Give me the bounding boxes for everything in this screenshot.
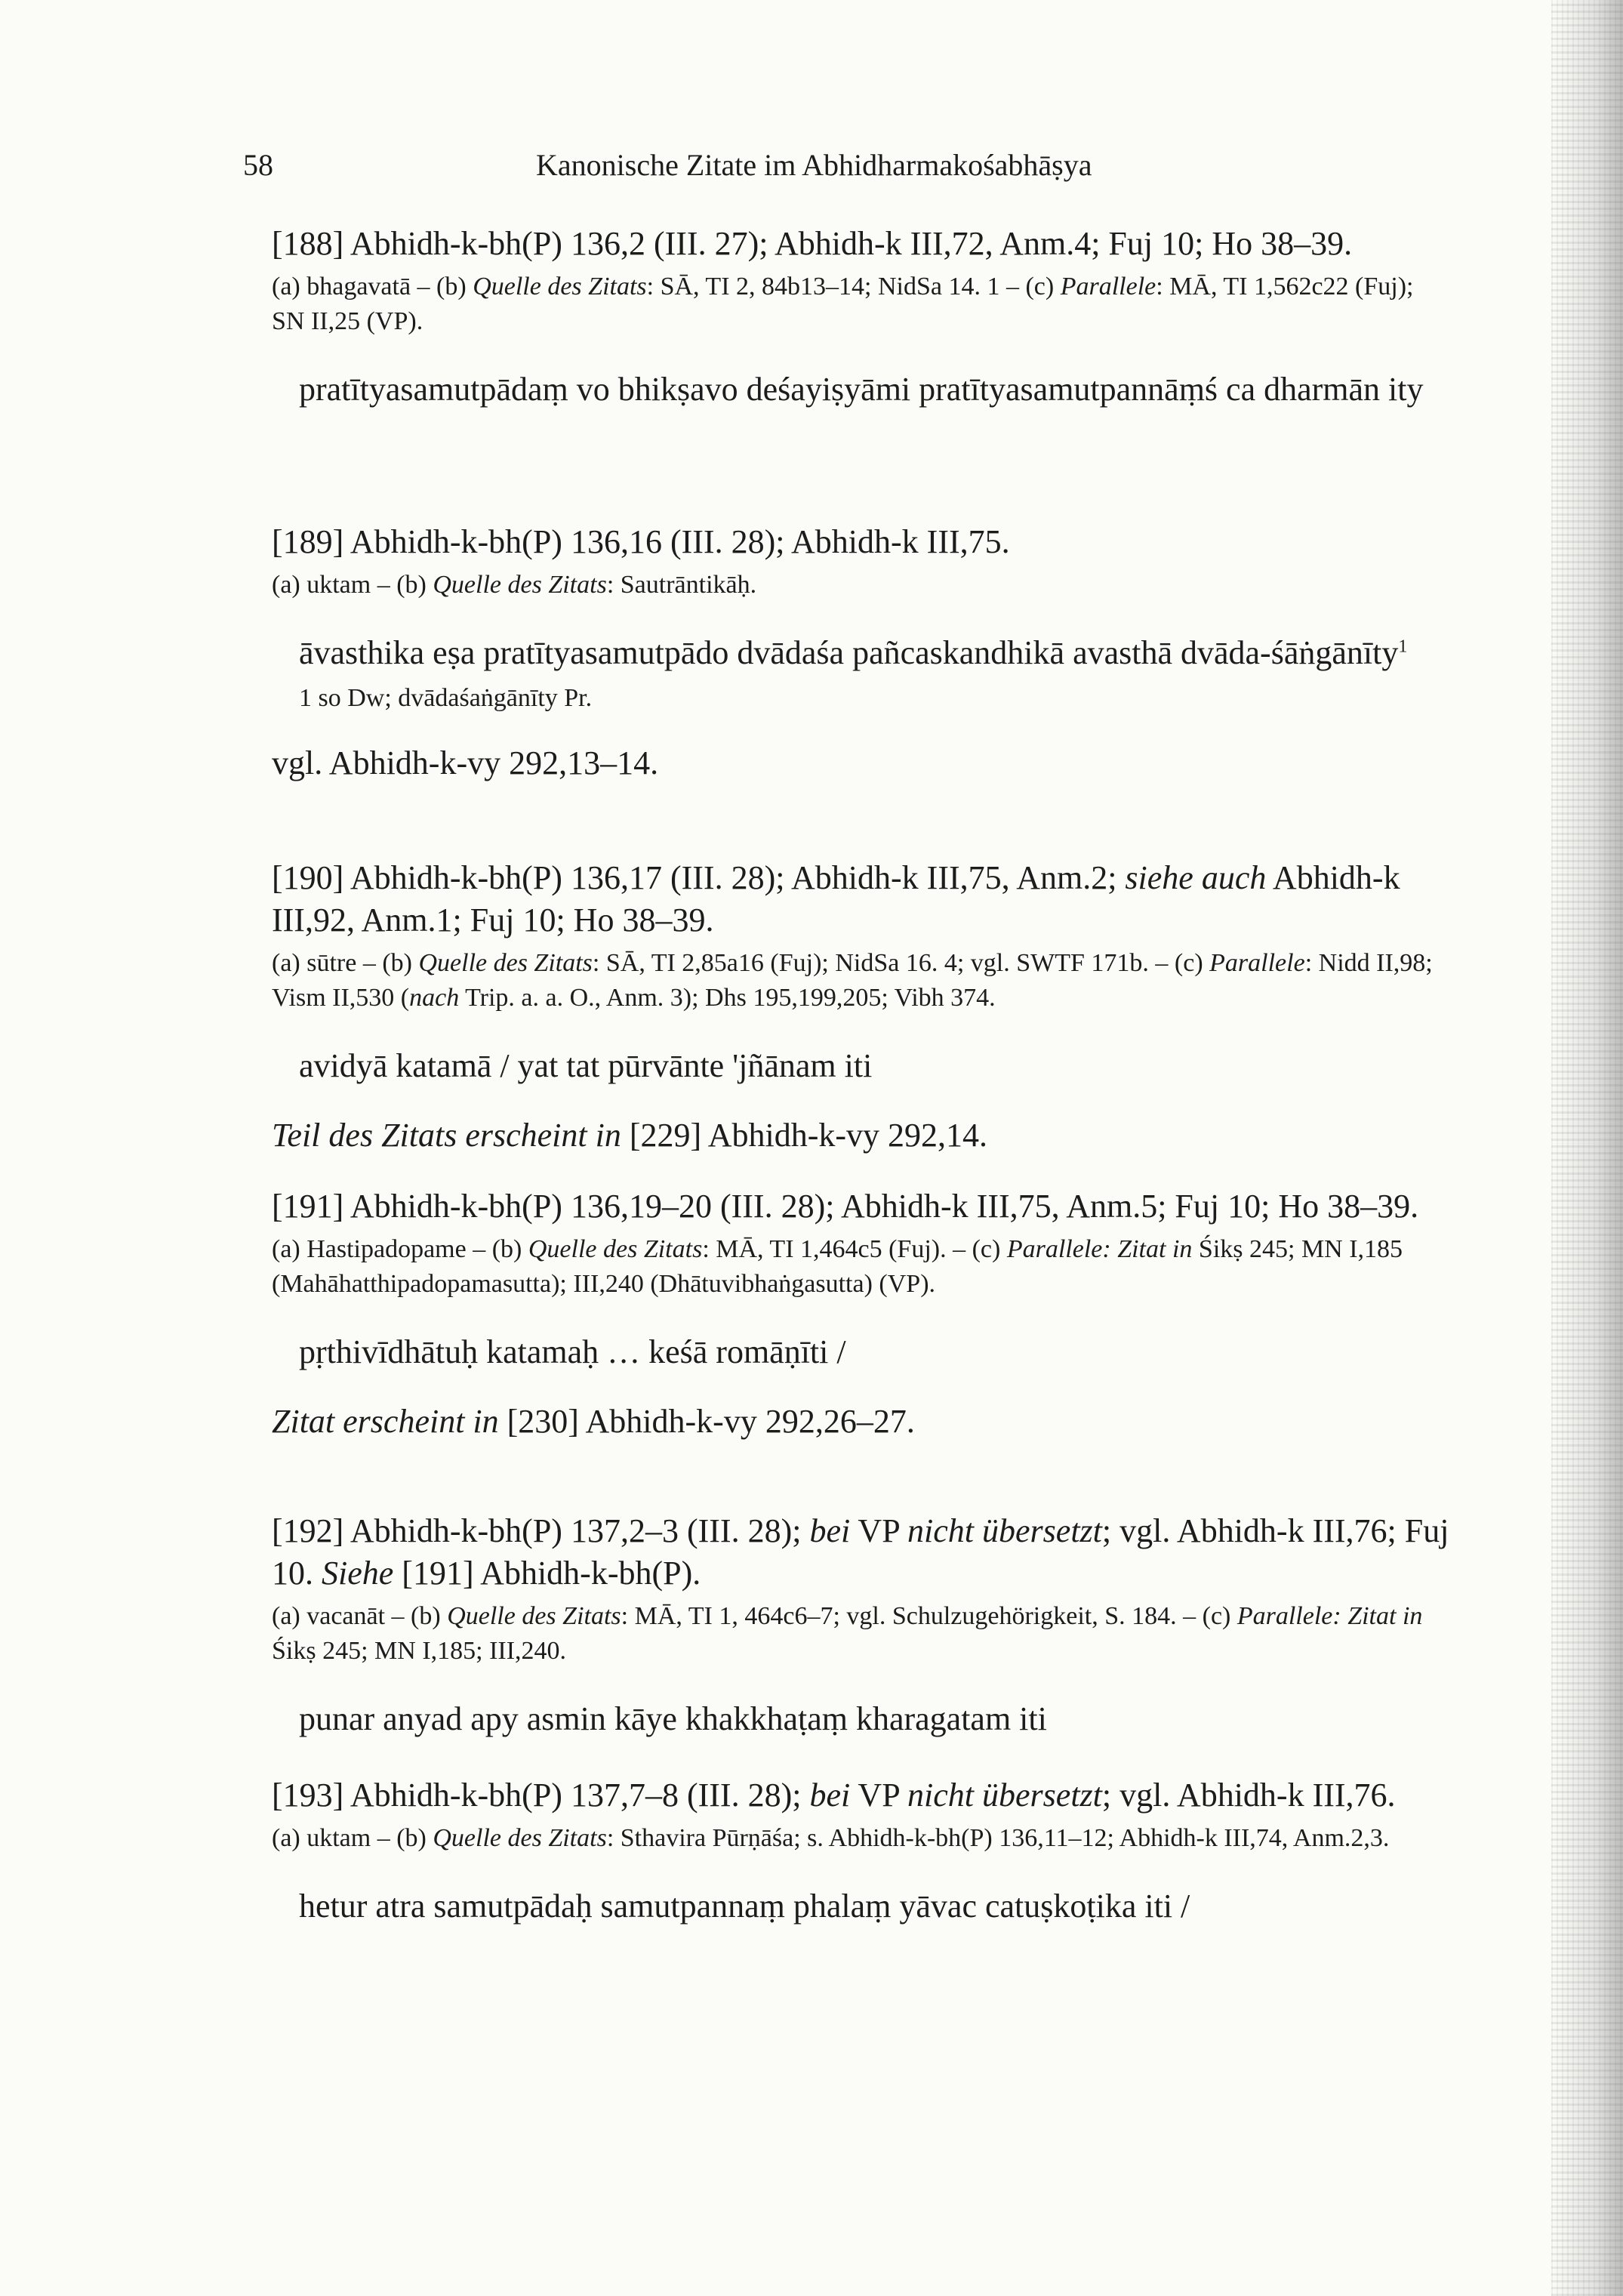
note-label-source: Quelle des Zitats <box>447 1602 621 1630</box>
sanskrit-quote: punar anyad apy asmin kāye khakkhaṭaṃ kharagatam iti <box>299 1700 1047 1737</box>
note-c: : MĀ, TI 1,562c22 (Fuj); SN II,25 (VP). <box>272 273 1414 335</box>
note-b: : MĀ, TI 1,464c5 (Fuj). – (c) <box>702 1235 1007 1263</box>
entry-193 <box>272 1774 1449 1928</box>
entry-head <box>272 857 1449 942</box>
note-label-source: Quelle des Zitats <box>433 571 607 599</box>
entry-189 <box>272 521 1449 785</box>
entry-notes <box>272 270 1449 339</box>
entry-head <box>272 1774 1449 1817</box>
cross-reference <box>272 1400 1449 1444</box>
cross-text: [230] Abhidh-k-vy 292,26–27. <box>498 1403 915 1440</box>
note-label-parallel: Parallele <box>1209 949 1305 977</box>
head-text-post: Abhidh-k III,92, Anm.1; Fuj 10; Ho 38–39. <box>272 859 1400 938</box>
entry-190 <box>272 857 1449 1157</box>
note-a: (a) bhagavatā – (b) <box>272 273 473 300</box>
head-text-post: ; vgl. Abhidh-k III,76; Fuj 10. <box>272 1512 1449 1592</box>
footnote <box>299 681 1449 716</box>
note-label-source: Quelle des Zitats <box>528 1235 703 1263</box>
head-text-mid: VP <box>850 1512 908 1549</box>
note-a: (a) Hastipadopame – (b) <box>272 1235 528 1263</box>
note-b: : Sthavira Pūrṇāśa; s. Abhidh-k-bh(P) 136,11–12; Abhidh-k III,74, Anm.2,3. <box>606 1824 1390 1852</box>
note-label-source: Quelle des Zitats <box>418 949 593 977</box>
note-b: : MĀ, TI 1, 464c6–7; vgl. Schulzugehörigkeit, S. 184. – (c) <box>621 1602 1237 1630</box>
cross-reference <box>272 1114 1449 1157</box>
note-label-source: Quelle des Zitats <box>473 273 647 300</box>
head-italic: bei <box>809 1512 851 1549</box>
sanskrit-quote: pratītyasamutpādaṃ vo bhikṣavo deśayiṣyāmi pratītyasamutpannāṃś ca dharmān ity <box>299 371 1424 408</box>
note-label-source: Quelle des Zitats <box>433 1824 607 1852</box>
note-a: (a) uktam – (b) <box>272 1824 433 1852</box>
note-label-parallel: Parallele <box>1060 273 1156 300</box>
entry-head: [189] Abhidh-k-bh(P) 136,16 (III. 28); Abhidh-k III,75. <box>272 523 1010 560</box>
page-number: 58 <box>243 148 273 182</box>
entry-188 <box>272 223 1449 411</box>
entry-191 <box>272 1185 1449 1444</box>
cross-italic: Zitat erscheint in <box>272 1403 499 1440</box>
running-head <box>243 147 1449 193</box>
cross-reference: vgl. Abhidh-k-vy 292,13–14. <box>272 744 659 781</box>
quote-text: āvasthika eṣa pratītyasamutpādo dvādaśa pañcaskandhikā avasthā dvāda-śāṅgānīty <box>299 634 1399 671</box>
note-a: (a) uktam – (b) <box>272 571 433 599</box>
note-a: (a) sūtre – (b) <box>272 949 419 977</box>
footnote-text: Dw; dvādaśaṅgānīty Pr. <box>340 684 593 712</box>
sanskrit-quote: hetur atra samutpādaḥ samutpannaṃ phalaṃ yāvac catuṣkoṭika iti / <box>299 1888 1190 1925</box>
running-title: Kanonische Zitate im Abhidharmakośabhāṣya <box>536 148 1092 182</box>
note-a: (a) vacanāt – (b) <box>272 1602 448 1630</box>
head-italic-2: nicht übersetzt <box>907 1777 1102 1814</box>
scan-edge-shadow <box>1551 0 1623 2296</box>
note-b: : SĀ, TI 2,85a16 (Fuj); NidSa 16. 4; vgl. SWTF 171b. – (c) <box>592 949 1210 977</box>
note-c1: : Nidd II,98; Vism II,530 ( <box>272 949 1433 1012</box>
head-text-post-2: [191] Abhidh-k-bh(P). <box>393 1555 701 1592</box>
head-text-mid: VP <box>850 1777 908 1814</box>
note-italic-nach: nach <box>409 984 460 1012</box>
sanskrit-quote: avidyā katamā / yat tat pūrvānte 'jñānam iti <box>299 1047 873 1084</box>
entry-notes <box>272 946 1449 1015</box>
head-text: [192] Abhidh-k-bh(P) 137,2–3 (III. 28); <box>272 1512 810 1549</box>
entry-head: [191] Abhidh-k-bh(P) 136,19–20 (III. 28); Abhidh-k III,75, Anm.5; Fuj 10; Ho 38–39. <box>272 1188 1419 1225</box>
note-c: Śikṣ 245; MN I,185; III,240. <box>272 1637 567 1665</box>
footnote-number: 1 <box>299 684 319 712</box>
head-text: [190] Abhidh-k-bh(P) 136,17 (III. 28); Abhidh-k III,75, Anm.2; <box>272 859 1126 896</box>
note-label-parallel: Parallele: Zitat in <box>1006 1235 1193 1263</box>
head-text-post: ; vgl. Abhidh-k III,76. <box>1101 1777 1396 1814</box>
book-page <box>243 147 1449 1925</box>
head-italic: bei <box>809 1777 851 1814</box>
entry-notes <box>272 1821 1449 1856</box>
entry-head <box>272 1510 1449 1595</box>
note-c2: Trip. a. a. O., Anm. 3); Dhs 195,199,205; Vibh 374. <box>459 984 996 1012</box>
cross-text: [229] Abhidh-k-vy 292,14. <box>621 1117 988 1154</box>
entry-192 <box>272 1510 1449 1741</box>
head-text: [193] Abhidh-k-bh(P) 137,7–8 (III. 28); <box>272 1777 810 1814</box>
entry-notes <box>272 1599 1449 1669</box>
note-b: : Sautrāntikāḥ. <box>606 571 757 599</box>
footnote-italic: so <box>318 684 341 712</box>
entry-head: [188] Abhidh-k-bh(P) 136,2 (III. 27); Abhidh-k III,72, Anm.4; Fuj 10; Ho 38–39. <box>272 225 1353 262</box>
head-italic-3: Siehe <box>322 1555 394 1592</box>
head-italic: siehe auch <box>1125 859 1267 896</box>
cross-italic: Teil des Zitats erscheint in <box>272 1117 621 1154</box>
sanskrit-quote: pṛthivīdhātuḥ katamaḥ … keśā romāṇīti / <box>299 1333 846 1370</box>
sanskrit-quote <box>299 631 1449 675</box>
note-label-parallel: Parallele: Zitat in <box>1236 1602 1423 1630</box>
entry-notes <box>272 568 1449 603</box>
footnote-marker: 1 <box>1398 636 1408 657</box>
note-c: Śikṣ 245; MN I,185 (Mahāhatthipadopamasutta); III,240 (Dhātuvibhaṅgasutta) (VP). <box>272 1235 1403 1298</box>
entry-notes <box>272 1232 1449 1302</box>
note-b: : SĀ, TI 2, 84b13–14; NidSa 14. 1 – (c) <box>646 273 1061 300</box>
head-italic-2: nicht übersetzt <box>907 1512 1102 1549</box>
